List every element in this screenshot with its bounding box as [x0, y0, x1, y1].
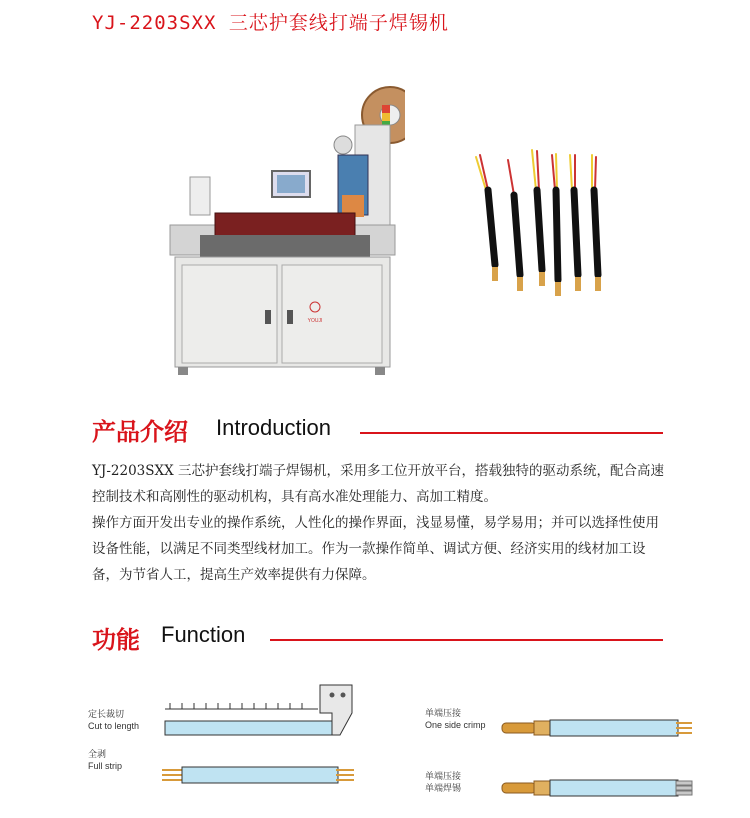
intro-paragraph-2: 操作方面开发出专业的操作系统，人性化的操作界面，浅显易懂，易学易用；并可以选择性使用设备性能，以满足不同类型线材加工。作为一款操作简单、调试方便、经济实用的线材加工设备，为节省人工，提高生产效率提供有力保障。	[92, 515, 659, 583]
intro-divider	[360, 432, 663, 434]
function-label-en: Cut to length	[88, 721, 140, 731]
function-label-en: 单端焊锡	[425, 783, 462, 793]
function-item-strip	[88, 748, 122, 772]
function-item-crimp	[425, 707, 486, 731]
crimp-solder-diagram	[500, 775, 695, 801]
machine-brand: YOUJI	[307, 318, 323, 324]
one-side-crimp-diagram	[500, 715, 695, 741]
function-label-cn: 全剥	[88, 749, 107, 759]
intro-paragraph-1: YJ-2203SXX 三芯护套线打端子焊锡机，采用多工位开放平台，搭载独特的驱动系统，配合高速控制技术和高刚性的驱动机构，具有高水准处理能力、高加工精度。	[92, 463, 665, 505]
function-heading-en: Function	[161, 622, 246, 647]
intro-text	[92, 458, 672, 588]
intro-heading-en: Introduction	[216, 415, 331, 440]
machine-photo	[160, 85, 405, 380]
function-item-crimp-solder	[425, 770, 461, 794]
function-label-en: One side crimp	[425, 720, 486, 730]
function-label-cn: 单端压接	[425, 708, 462, 718]
cut-to-length-diagram	[160, 683, 360, 743]
function-divider	[270, 639, 663, 641]
intro-heading-cn: 产品介绍	[92, 418, 188, 446]
function-label-cn: 单端压接	[425, 771, 462, 781]
function-label-cn: 定长裁切	[88, 709, 125, 719]
function-heading-cn: 功能	[92, 626, 140, 654]
page-title: YJ-2203SXX 三芯护套线打端子焊锡机	[92, 12, 449, 34]
function-label-en: Full strip	[88, 761, 123, 771]
function-item-cut	[88, 708, 139, 732]
wire-samples-photo	[470, 145, 620, 315]
full-strip-diagram	[160, 762, 360, 788]
